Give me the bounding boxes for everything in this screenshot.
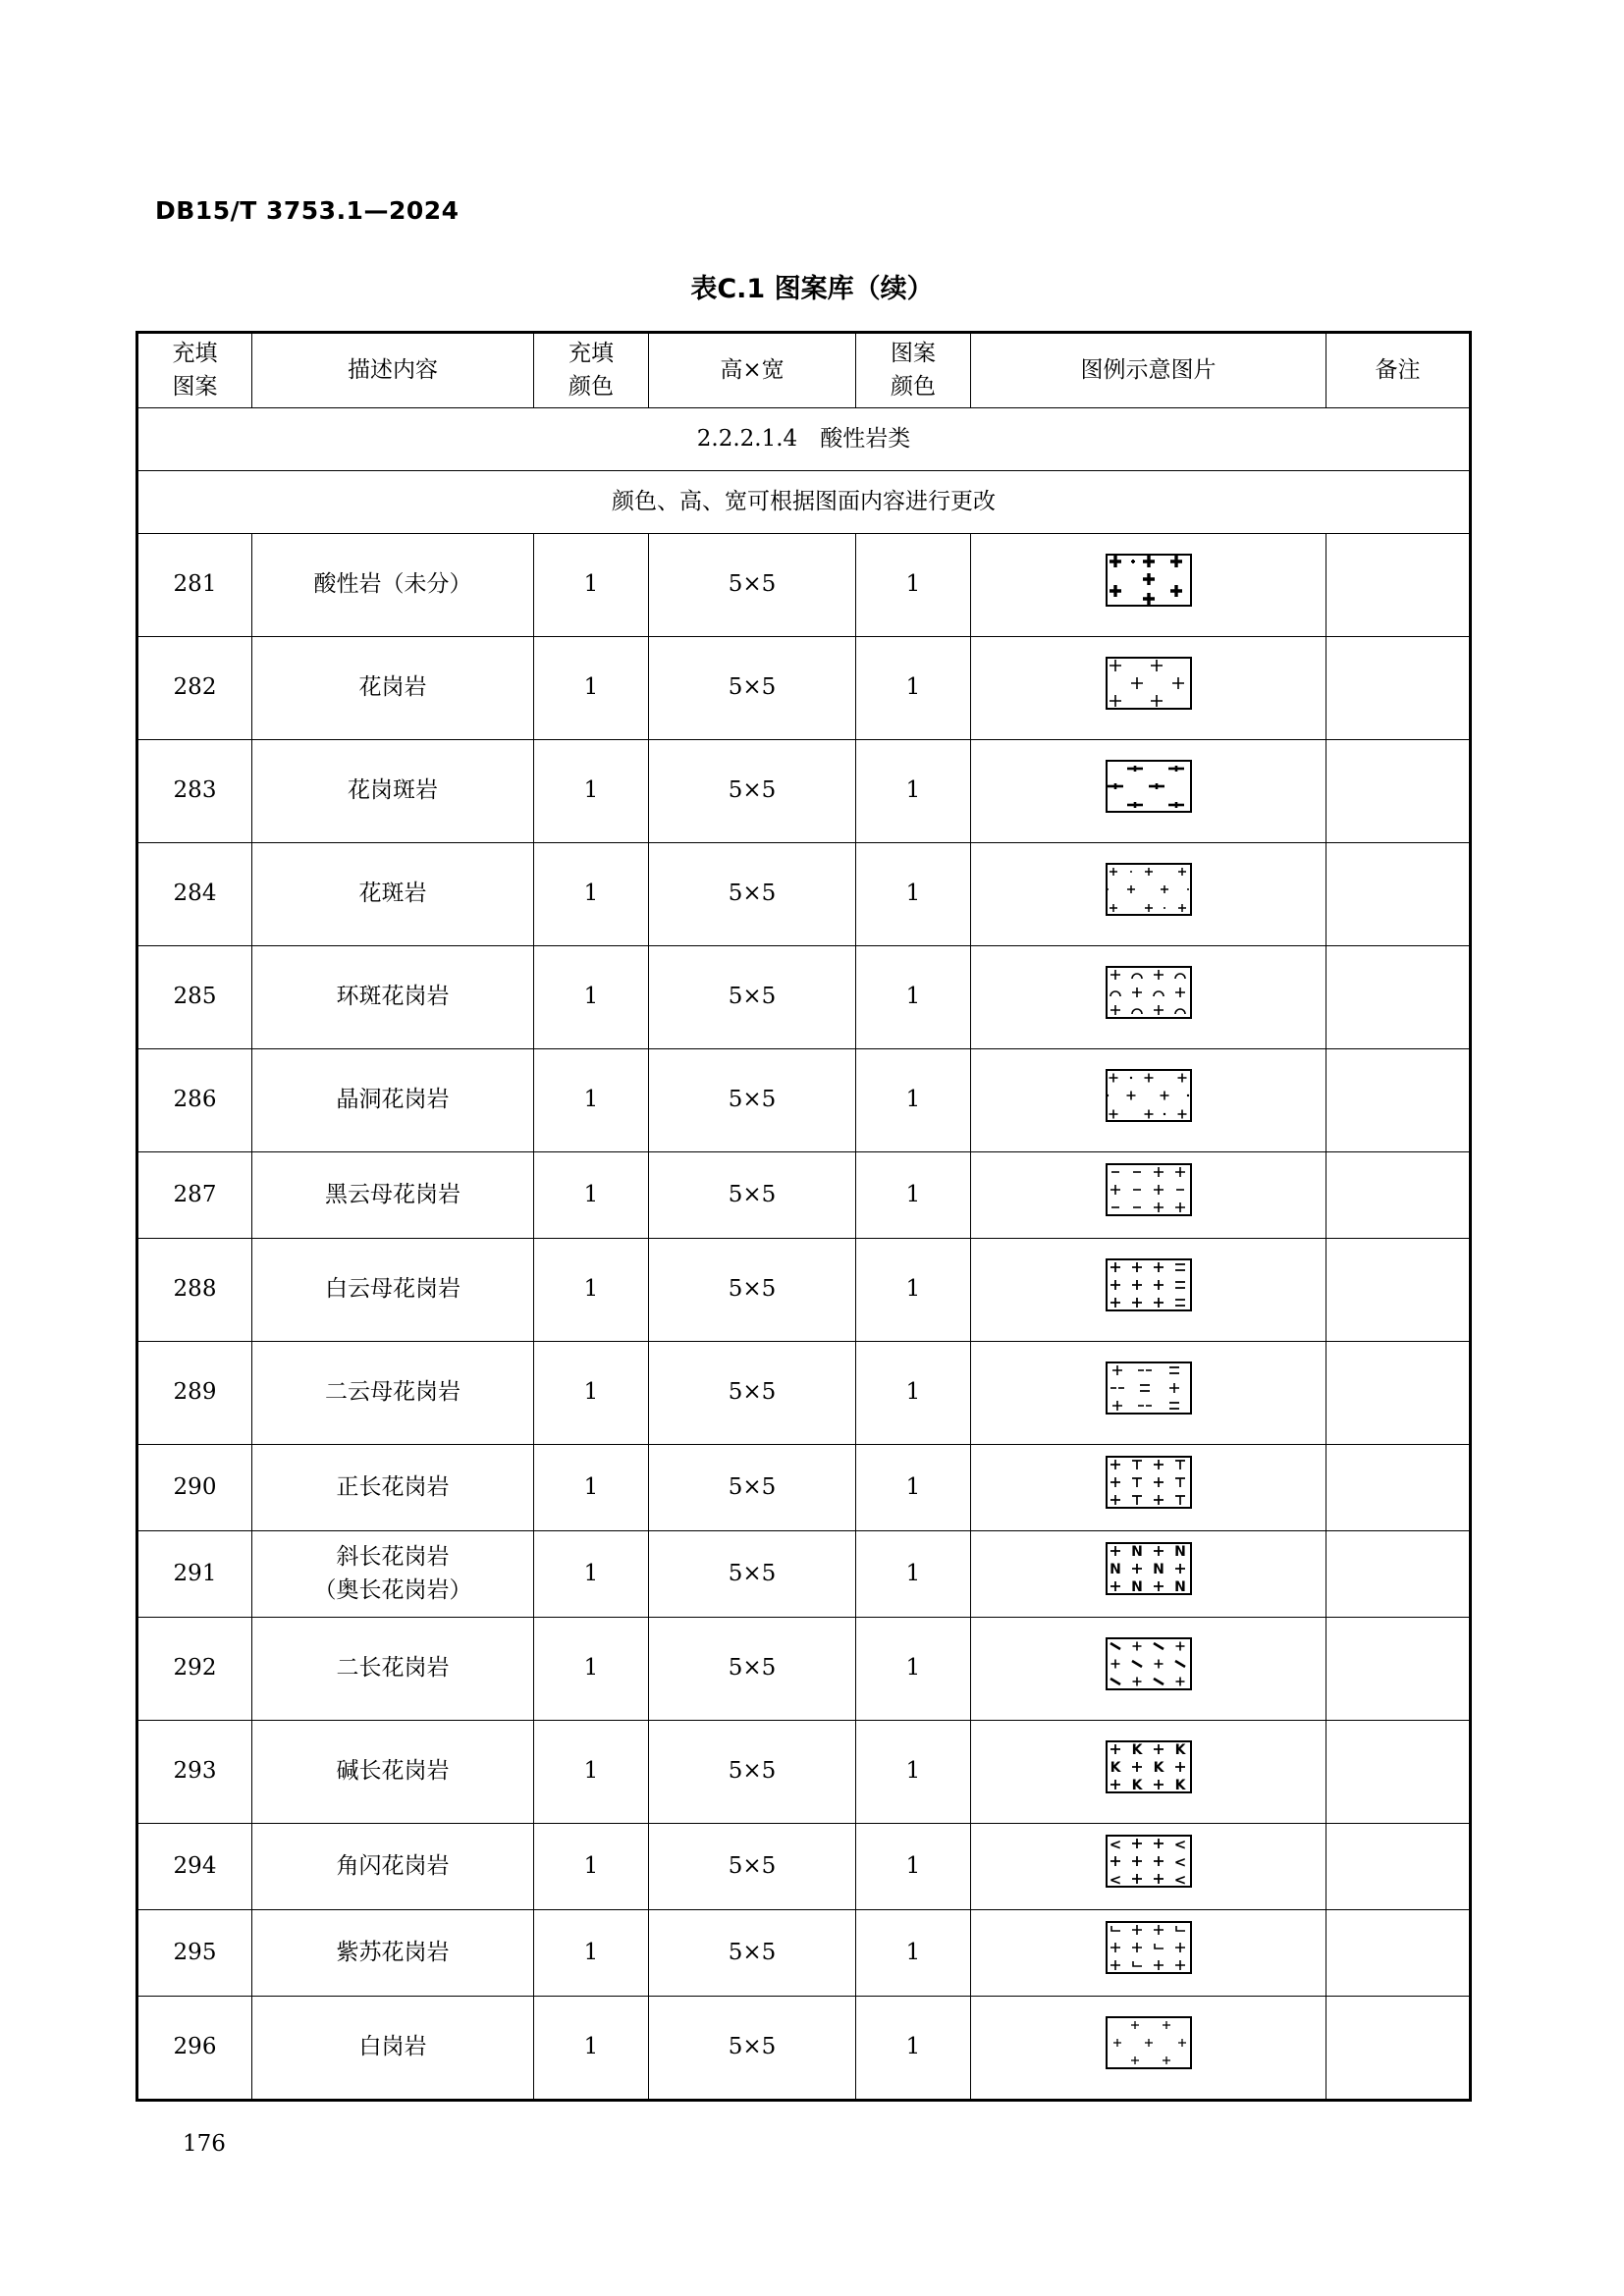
cell-example-image <box>971 1445 1326 1531</box>
cell-example-image <box>971 843 1326 946</box>
cell-name <box>252 1997 534 2101</box>
cell-pattern-color: 1 <box>856 1997 971 2101</box>
plus-arc-pattern-icon <box>1106 966 1192 1029</box>
cell-example-image <box>971 1910 1326 1997</box>
table-row <box>137 1618 1471 1721</box>
svg-text:K: K <box>1110 1759 1120 1776</box>
cell-remark <box>1326 1531 1471 1618</box>
cell-fill-color: 1 <box>534 534 649 637</box>
cell-size: 5×5 <box>649 1824 856 1910</box>
svg-text:N: N <box>1152 1562 1164 1578</box>
cell-remark <box>1326 1824 1471 1910</box>
cell-id: 290 <box>137 1445 252 1531</box>
col-example-image: 图例示意图片 <box>971 333 1326 408</box>
cell-fill-color: 1 <box>534 1824 649 1910</box>
rock-name: 环斑花岗岩 <box>336 984 450 1010</box>
table-row <box>137 843 1471 946</box>
cell-pattern-color: 1 <box>856 843 971 946</box>
cell-pattern-color: 1 <box>856 1910 971 1997</box>
cell-name <box>252 1721 534 1824</box>
rock-name: 白岗岩 <box>358 2034 427 2060</box>
cell-fill-color: 1 <box>534 637 649 740</box>
cell-size: 5×5 <box>649 1997 856 2101</box>
cell-fill-color: 1 <box>534 1618 649 1721</box>
cell-size: 5×5 <box>649 534 856 637</box>
rock-name: 二长花岗岩 <box>336 1655 450 1682</box>
charnockite-pattern-icon <box>1106 1921 1192 1984</box>
cell-name <box>252 843 534 946</box>
cell-pattern-color: 1 <box>856 1342 971 1445</box>
plus-dot-pattern-icon <box>1106 1069 1192 1132</box>
cell-example-image <box>971 1824 1326 1910</box>
cell-fill-color: 1 <box>534 946 649 1049</box>
svg-text:N: N <box>1130 1579 1143 1596</box>
cell-fill-color: 1 <box>534 1910 649 1997</box>
cell-example-image <box>971 1342 1326 1445</box>
table-row <box>137 1445 1471 1531</box>
bold-plus-pattern-icon <box>1106 554 1192 616</box>
cell-remark <box>1326 1049 1471 1152</box>
plus-pattern-icon <box>1106 657 1192 720</box>
cell-remark <box>1326 946 1471 1049</box>
cell-size: 5×5 <box>649 1152 856 1239</box>
cell-example-image <box>971 1049 1326 1152</box>
table-row <box>137 1152 1471 1239</box>
cell-id: 281 <box>137 534 252 637</box>
cell-example-image <box>971 1152 1326 1239</box>
cell-id: 287 <box>137 1152 252 1239</box>
cell-fill-color: 1 <box>534 1239 649 1342</box>
rock-name: 二云母花岗岩 <box>325 1379 460 1406</box>
rock-name: 正长花岗岩 <box>336 1473 450 1500</box>
cell-id: 286 <box>137 1049 252 1152</box>
rock-name: 酸性岩（未分） <box>313 571 472 598</box>
cell-pattern-color: 1 <box>856 1618 971 1721</box>
cell-fill-color: 1 <box>534 1049 649 1152</box>
table-row <box>137 946 1471 1049</box>
cell-name <box>252 1531 534 1618</box>
section-title: 2.2.2.1.4 酸性岩类 <box>137 408 1471 471</box>
cell-id: 288 <box>137 1239 252 1342</box>
cell-id: 289 <box>137 1342 252 1445</box>
cell-remark <box>1326 534 1471 637</box>
muscovite-pattern-icon <box>1106 1258 1192 1321</box>
svg-text:N: N <box>1173 1579 1186 1596</box>
col-description: 描述内容 <box>252 333 534 408</box>
cell-fill-color: 1 <box>534 740 649 843</box>
svg-text:<: < <box>1173 1853 1186 1872</box>
cell-size: 5×5 <box>649 1618 856 1721</box>
cell-example-image <box>971 1721 1326 1824</box>
cell-example-image <box>971 1239 1326 1342</box>
table-row <box>137 740 1471 843</box>
monzo-pattern-icon <box>1106 1637 1192 1700</box>
cell-size: 5×5 <box>649 843 856 946</box>
page-number: 176 <box>183 2131 226 2157</box>
cell-pattern-color: 1 <box>856 1824 971 1910</box>
svg-text:N: N <box>1130 1544 1143 1561</box>
cell-name <box>252 1049 534 1152</box>
cell-pattern-color: 1 <box>856 946 971 1049</box>
cell-fill-color: 1 <box>534 1531 649 1618</box>
rock-name: 白云母花岗岩 <box>325 1276 460 1303</box>
two-mica-pattern-icon <box>1106 1362 1192 1424</box>
cell-example-image <box>971 534 1326 637</box>
table-row <box>137 1997 1471 2101</box>
cell-remark <box>1326 1239 1471 1342</box>
cell-example-image <box>971 740 1326 843</box>
cell-remark <box>1326 1618 1471 1721</box>
rock-name: 晶洞花岗岩 <box>336 1087 450 1113</box>
cell-example-image <box>971 1618 1326 1721</box>
cell-example-image <box>971 637 1326 740</box>
cell-id: 295 <box>137 1910 252 1997</box>
cell-id: 285 <box>137 946 252 1049</box>
cell-size: 5×5 <box>649 1910 856 1997</box>
dash-plus-pattern-icon <box>1106 760 1192 823</box>
table-row <box>137 534 1471 637</box>
cell-fill-color: 1 <box>534 1997 649 2101</box>
table-row <box>137 1910 1471 1997</box>
cell-remark <box>1326 843 1471 946</box>
cell-id: 294 <box>137 1824 252 1910</box>
svg-text:N: N <box>1109 1562 1121 1578</box>
cell-remark <box>1326 1152 1471 1239</box>
alaskite-pattern-icon <box>1106 2016 1192 2079</box>
cell-pattern-color: 1 <box>856 1531 971 1618</box>
col-remark: 备注 <box>1326 333 1471 408</box>
cell-id: 296 <box>137 1997 252 2101</box>
rock-name: 碱长花岗岩 <box>336 1758 450 1785</box>
cell-pattern-color: 1 <box>856 1049 971 1152</box>
rock-name: 角闪花岗岩 <box>336 1852 450 1879</box>
cell-example-image <box>971 1531 1326 1618</box>
svg-text:K: K <box>1131 1777 1142 1793</box>
svg-text:K: K <box>1153 1759 1164 1776</box>
section-title-row <box>137 408 1471 471</box>
cell-pattern-color: 1 <box>856 637 971 740</box>
cell-remark <box>1326 1445 1471 1531</box>
cell-fill-color: 1 <box>534 843 649 946</box>
cell-size: 5×5 <box>649 1239 856 1342</box>
cell-fill-color: 1 <box>534 1445 649 1531</box>
svg-text:N: N <box>1173 1544 1186 1561</box>
cell-size: 5×5 <box>649 1049 856 1152</box>
cell-remark <box>1326 1342 1471 1445</box>
cell-name <box>252 1445 534 1531</box>
cell-id: 293 <box>137 1721 252 1824</box>
cell-name <box>252 637 534 740</box>
cell-remark <box>1326 1910 1471 1997</box>
rock-name: 花岗岩 <box>358 674 427 701</box>
svg-text:K: K <box>1131 1741 1142 1758</box>
cell-name <box>252 946 534 1049</box>
cell-remark <box>1326 740 1471 843</box>
cell-size: 5×5 <box>649 1721 856 1824</box>
cell-name <box>252 1152 534 1239</box>
cell-name <box>252 1824 534 1910</box>
table-row <box>137 637 1471 740</box>
rock-name: 黑云母花岗岩 <box>325 1181 460 1207</box>
cell-example-image <box>971 946 1326 1049</box>
svg-text:<: < <box>1173 1836 1186 1854</box>
cell-size: 5×5 <box>649 740 856 843</box>
cell-remark <box>1326 1997 1471 2101</box>
cell-id: 283 <box>137 740 252 843</box>
hornblende-pattern-icon <box>1106 1835 1192 1897</box>
table-row <box>137 1531 1471 1618</box>
col-pattern-color: 图案 颜色 <box>856 333 971 408</box>
cell-pattern-color: 1 <box>856 740 971 843</box>
cell-name <box>252 1618 534 1721</box>
col-fill-pattern: 充填 图案 <box>137 333 252 408</box>
cell-fill-color: 1 <box>534 1342 649 1445</box>
cell-size: 5×5 <box>649 946 856 1049</box>
section-note-row <box>137 471 1471 534</box>
svg-text:<: < <box>1109 1871 1121 1889</box>
col-size: 高×宽 <box>649 333 856 408</box>
biotite-pattern-icon <box>1106 1163 1192 1226</box>
plagio-pattern-icon <box>1106 1542 1192 1605</box>
cell-fill-color: 1 <box>534 1721 649 1824</box>
cell-id: 284 <box>137 843 252 946</box>
rock-name-alt: （奥长花岗岩） <box>313 1576 472 1603</box>
cell-size: 5×5 <box>649 1531 856 1618</box>
table-row <box>137 1239 1471 1342</box>
cell-size: 5×5 <box>649 1342 856 1445</box>
cell-name <box>252 534 534 637</box>
dotted-plus-pattern-icon <box>1106 863 1192 926</box>
rock-name: 斜长花岗岩 <box>336 1544 450 1571</box>
col-fill-color: 充填 颜色 <box>534 333 649 408</box>
table-title: 表C.1 图案库（续） <box>690 274 934 304</box>
cell-example-image <box>971 1997 1326 2101</box>
rock-name: 花斑岩 <box>358 881 427 907</box>
cell-pattern-color: 1 <box>856 1721 971 1824</box>
cell-size: 5×5 <box>649 1445 856 1531</box>
cell-name <box>252 1342 534 1445</box>
cell-fill-color: 1 <box>534 1152 649 1239</box>
cell-size: 5×5 <box>649 637 856 740</box>
cell-name <box>252 740 534 843</box>
cell-id: 292 <box>137 1618 252 1721</box>
svg-text:<: < <box>1173 1871 1186 1889</box>
table-row <box>137 1049 1471 1152</box>
cell-id: 282 <box>137 637 252 740</box>
cell-pattern-color: 1 <box>856 1445 971 1531</box>
table-header-row <box>137 333 1471 408</box>
svg-text:K: K <box>1174 1741 1185 1758</box>
pattern-table <box>135 331 1472 2102</box>
rock-name: 花岗斑岩 <box>348 777 438 804</box>
cell-name <box>252 1910 534 1997</box>
cell-pattern-color: 1 <box>856 1152 971 1239</box>
svg-text:<: < <box>1109 1836 1121 1854</box>
cell-remark <box>1326 1721 1471 1824</box>
syeno-pattern-icon <box>1106 1456 1192 1519</box>
cell-id: 291 <box>137 1531 252 1618</box>
cell-name <box>252 1239 534 1342</box>
table-row <box>137 1721 1471 1824</box>
cell-remark <box>1326 637 1471 740</box>
svg-text:K: K <box>1174 1777 1185 1793</box>
alkali-pattern-icon <box>1106 1740 1192 1803</box>
section-note: 颜色、高、宽可根据图面内容进行更改 <box>137 471 1471 534</box>
rock-name: 紫苏花岗岩 <box>336 1939 450 1965</box>
cell-pattern-color: 1 <box>856 534 971 637</box>
table-row <box>137 1342 1471 1445</box>
cell-pattern-color: 1 <box>856 1239 971 1342</box>
table-row <box>137 1824 1471 1910</box>
standard-code: DB15/T 3753.1—2024 <box>155 196 460 225</box>
